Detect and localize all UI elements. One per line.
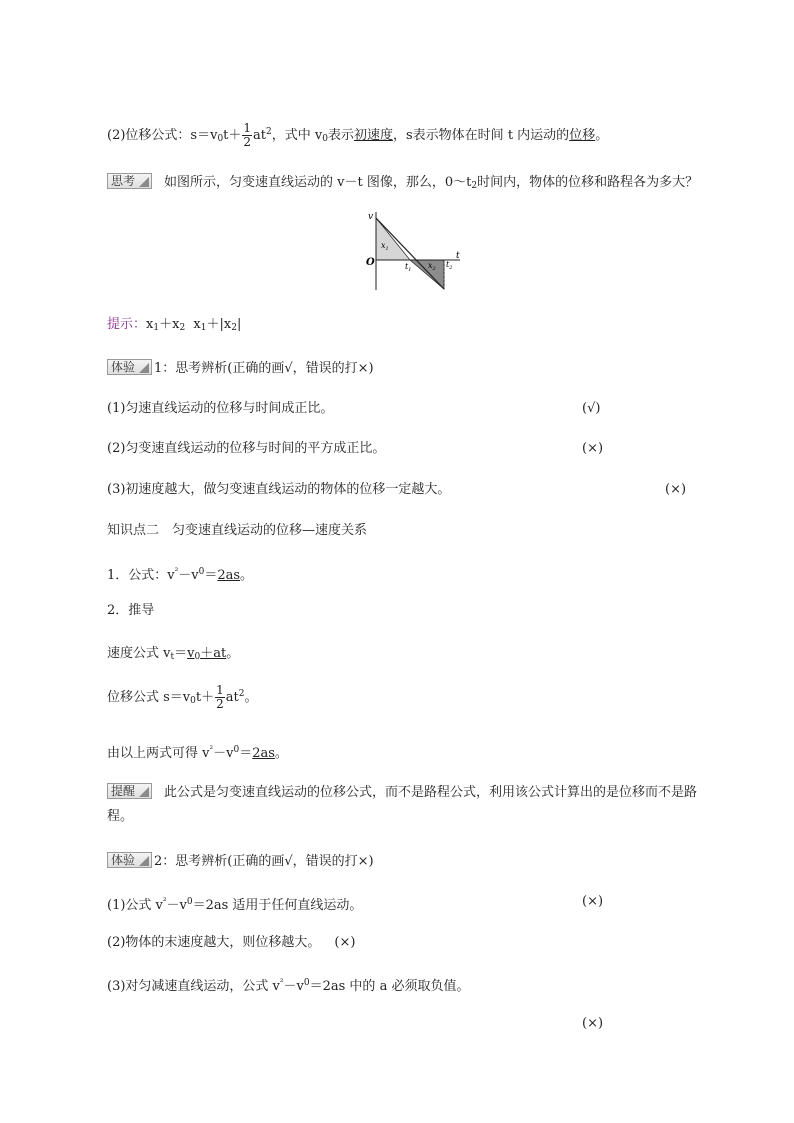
exp1-mark-1: (√) xyxy=(582,401,601,416)
x1-label: $x_1$ xyxy=(381,241,389,252)
answer-displacement: 位移 xyxy=(569,128,596,143)
t1-label: $t_1$ xyxy=(405,262,412,273)
hint-label: 提示： xyxy=(107,317,147,332)
think-question: 思考 如图所示，匀变速直线运动的 v－t 图像，那么，$0\sim t_2$时间内，物体的位移和路程各为多大？ xyxy=(107,173,698,195)
t-axis-label: t xyxy=(456,251,460,261)
reminder-block: 提醒 此公式是匀变速直线运动的位移公式，而不是路程公式，利用该公式计算出的是位移而不是路程。 xyxy=(107,784,698,824)
exp2-mark-3: (×) xyxy=(582,1016,604,1031)
exp2-item-3: (3)对匀减速直线运动，公式 $v^{^2}-v^0=2as$ 中的 a 必须取负值。 xyxy=(107,978,470,994)
think-tag: 思考 xyxy=(107,173,152,189)
exp2-mark-1: (×) xyxy=(582,894,604,909)
reminder-tag: 提醒 xyxy=(107,783,152,799)
v-axis-label: v xyxy=(368,212,374,222)
x2-label: $x_2$ xyxy=(428,261,436,272)
area-x2 xyxy=(410,260,444,289)
fraction-one-half: $\frac{1}{2}$ xyxy=(243,121,252,149)
exp1-item-3: (3)初速度越大，做匀变速直线运动的物体的位移一定越大。 xyxy=(107,482,451,497)
answer-initial-velocity: 初速度 xyxy=(354,128,394,143)
exp2-item-2: (2)物体的末速度越大，则位移越大。 (×) xyxy=(107,935,356,950)
experience-tag: 体验 xyxy=(107,359,152,375)
kp2-displacement-formula: 位移公式 $s=v_0t+$ $\frac{1}{2}$ $at^2$。 xyxy=(107,683,258,711)
origin-label: O xyxy=(366,257,375,268)
kp2-formula: 1．公式：$v^{^2}-v^0=2as$。 xyxy=(107,567,254,583)
vt-graph xyxy=(360,208,470,294)
experience-tag-2: 体验 xyxy=(107,852,152,868)
knowledge-point-2-title: 知识点二 匀变速直线运动的位移—速度关系 xyxy=(107,523,368,538)
displacement-formula-line: (2)位移公式：$s=v_0t+$ $\frac{1}{2}$ $at^2$，式中 $v_0$表示初速度，s表示物体在时间 t 内运动的位移。 xyxy=(107,121,609,149)
exp1-item-1: (1)匀速直线运动的位移与时间成正比。 xyxy=(107,401,334,416)
fraction-one-half-2: $\frac{1}{2}$ xyxy=(216,683,224,711)
exp1-mark-3: (×) xyxy=(665,482,687,497)
answer-2as-2: 2as xyxy=(252,746,275,761)
hint-line: 提示：$x_1+x_2$ $x_1+|x_2|$ xyxy=(107,317,242,333)
answer-2as-1: 2as xyxy=(217,568,241,583)
answer-speed: $v_0+at$ xyxy=(187,646,227,662)
kp2-derive-label: 2．推导 xyxy=(107,603,155,618)
t2-label: $t_2$ xyxy=(446,260,453,271)
exp1-item-2: (2)匀变速直线运动的位移与时间的平方成正比。 xyxy=(107,441,386,456)
area-x1 xyxy=(376,218,410,260)
exp1-mark-2: (×) xyxy=(582,441,604,456)
kp2-result: 由以上两式可得 $v^{^2}-v^0=2as$。 xyxy=(107,745,288,761)
experience-1-title: 体验 1：思考辨析(正确的画√，错误的打×) xyxy=(107,359,374,378)
kp2-speed-formula: 速度公式 $v_t=v_0+at$。 xyxy=(107,646,240,662)
exp2-item-1: (1)公式 $v^{^2}-v^0=2as$ 适用于任何直线运动。 xyxy=(107,897,363,913)
experience-2-title: 体验 2：思考辨析(正确的画√，错误的打×) xyxy=(107,852,374,871)
